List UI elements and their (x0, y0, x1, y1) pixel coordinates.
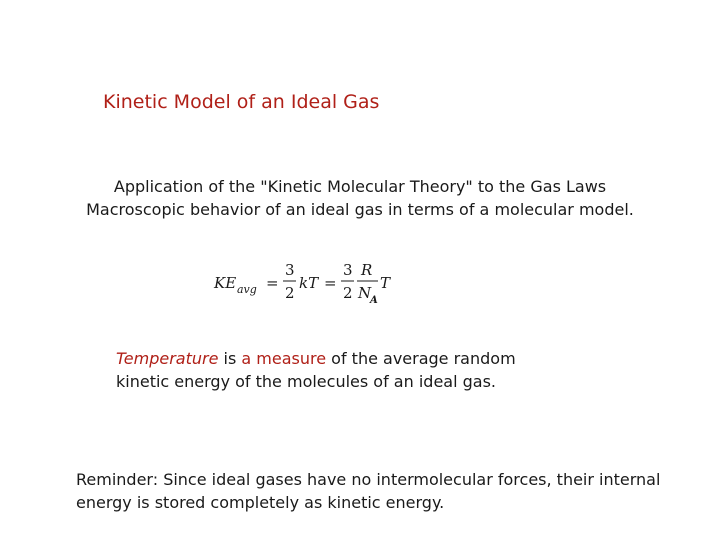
temperature-line-1 (116, 347, 516, 370)
eq-frac1-den: 2 (285, 284, 295, 302)
eq-ke-sub: avg (237, 283, 257, 296)
eq-frac1-num: 3 (285, 261, 295, 279)
kinetic-energy-equation (200, 252, 410, 312)
eq-frac2-den: 2 (343, 284, 353, 302)
eq-ke: KE (214, 274, 237, 292)
reminder-line-2: energy is stored completely as kinetic energy. (76, 493, 445, 512)
reminder-note (76, 468, 660, 514)
eq-equals-1: = (266, 274, 279, 292)
intro-line-1: Application of the "Kinetic Molecular Theory" to the Gas Laws (113, 177, 607, 196)
temperature-statement (116, 347, 516, 393)
slide-title: Kinetic Model of an Ideal Gas (103, 91, 380, 113)
reminder-line-1: Reminder: Since ideal gases have no intermolecular forces, their internal (76, 470, 661, 489)
eq-frac2-num: 3 (343, 261, 353, 279)
intro-text (0, 175, 720, 221)
eq-equals-2: = (324, 274, 337, 292)
temperature-is: is (218, 349, 242, 368)
eq-t: T (380, 274, 391, 292)
intro-line-2: Macroscopic behavior of an ideal gas in terms of a molecular model. (86, 200, 634, 219)
temperature-rest: of the average random (326, 349, 516, 368)
eq-frac3-num: R (361, 261, 373, 279)
eq-frac3-den: N (358, 284, 372, 302)
temperature-term: Temperature (116, 349, 219, 368)
eq-kt: kT (299, 274, 319, 292)
temperature-measure: a measure (241, 349, 327, 368)
temperature-line-2: kinetic energy of the molecules of an ideal gas. (116, 372, 496, 391)
eq-frac3-den-sub: A (370, 295, 378, 306)
